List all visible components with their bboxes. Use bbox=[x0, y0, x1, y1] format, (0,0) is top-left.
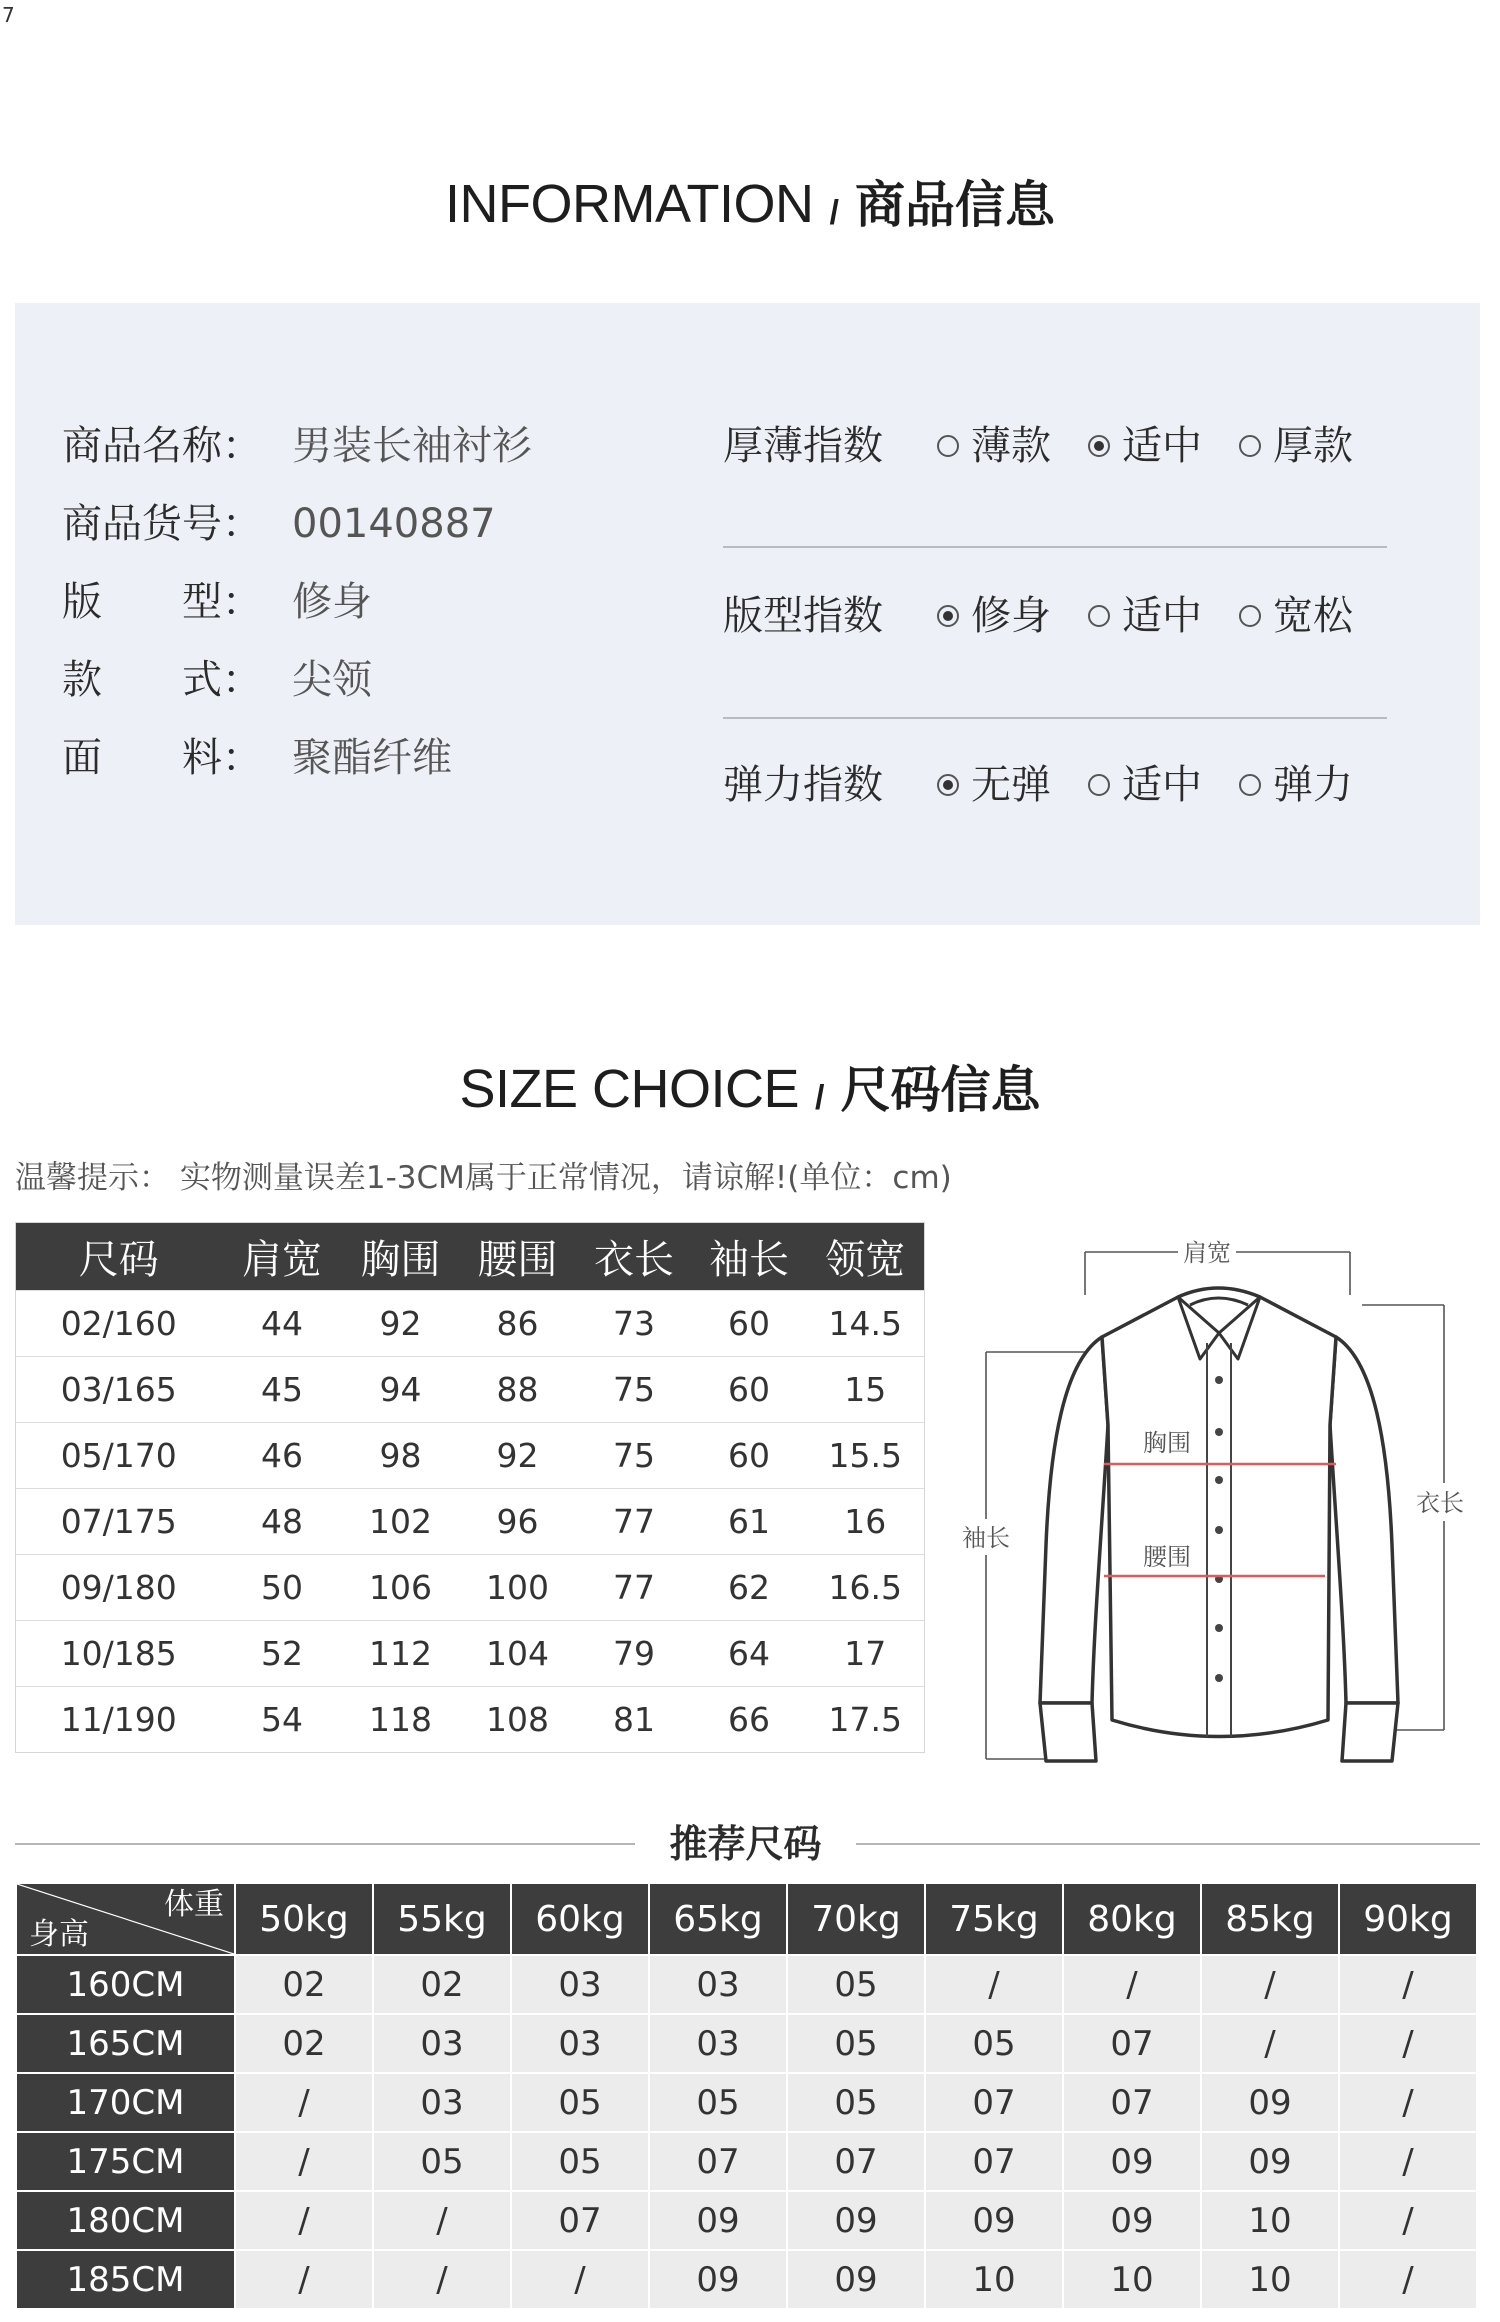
option-thin bbox=[937, 406, 1051, 486]
option-label: 无弹 bbox=[971, 762, 1051, 808]
recommended-size-cell: 10 bbox=[925, 2250, 1063, 2309]
title-separator: / bbox=[815, 1079, 825, 1117]
recommended-size-cell: 09 bbox=[787, 2191, 925, 2250]
size-value-cell: 77 bbox=[577, 1555, 692, 1621]
size-title-en: SIZE CHOICE bbox=[459, 1059, 800, 1119]
recommended-size-cell: 03 bbox=[373, 2014, 511, 2073]
recommended-size-cell: 05 bbox=[373, 2132, 511, 2191]
recommended-size-cell: 05 bbox=[787, 1955, 925, 2014]
recommended-size-cell: 03 bbox=[511, 1955, 649, 2014]
recommended-size-cell: 09 bbox=[649, 2250, 787, 2309]
size-header-cell: 胸围 bbox=[343, 1223, 459, 1291]
recommend-title: 推荐尺码 bbox=[669, 1822, 822, 1866]
sleeve-label: 袖长 bbox=[962, 1524, 1010, 1552]
size-value-cell: 50 bbox=[222, 1555, 343, 1621]
size-value-cell: 45 bbox=[222, 1357, 343, 1423]
recommended-size-cell: 07 bbox=[511, 2191, 649, 2250]
size-value-cell: 17.5 bbox=[807, 1687, 925, 1753]
recommended-size-cell: / bbox=[235, 2132, 373, 2191]
corner-height-label: 身高 bbox=[29, 1917, 89, 1952]
page-number: 7 bbox=[2, 3, 15, 27]
recommended-size-cell: 05 bbox=[649, 2073, 787, 2132]
radio-icon bbox=[937, 774, 959, 796]
information-title bbox=[0, 169, 1500, 239]
recommended-size-cell: / bbox=[511, 2250, 649, 2309]
size-code-cell: 11/190 bbox=[16, 1687, 222, 1753]
length-label: 衣长 bbox=[1416, 1489, 1464, 1517]
radio-icon bbox=[937, 435, 959, 457]
title-separator: / bbox=[829, 194, 839, 232]
option-label: 弹力 bbox=[1273, 762, 1353, 808]
size-value-cell: 108 bbox=[459, 1687, 577, 1753]
chest-label: 胸围 bbox=[1143, 1429, 1191, 1457]
fit-index-row bbox=[723, 576, 1387, 656]
recommend-row bbox=[16, 2132, 1477, 2191]
field-value: 男装长袖衬衫 bbox=[292, 423, 532, 469]
recommend-row bbox=[16, 1955, 1477, 2014]
weight-header-cell: 55kg bbox=[373, 1883, 511, 1955]
option-label: 适中 bbox=[1122, 762, 1202, 808]
option-loose bbox=[1239, 576, 1353, 656]
recommended-size-cell: 09 bbox=[1201, 2132, 1339, 2191]
field-product-name bbox=[62, 407, 532, 485]
recommended-size-cell: / bbox=[925, 1955, 1063, 2014]
size-value-cell: 73 bbox=[577, 1291, 692, 1357]
size-value-cell: 92 bbox=[459, 1423, 577, 1489]
option-label: 薄款 bbox=[971, 423, 1051, 469]
size-code-cell: 02/160 bbox=[16, 1291, 222, 1357]
size-value-cell: 46 bbox=[222, 1423, 343, 1489]
height-cell: 185CM bbox=[16, 2250, 235, 2309]
index-divider bbox=[723, 717, 1387, 719]
option-thick bbox=[1239, 406, 1353, 486]
size-value-cell: 48 bbox=[222, 1489, 343, 1555]
size-value-cell: 62 bbox=[692, 1555, 807, 1621]
field-label: 商品货号： bbox=[62, 501, 262, 547]
option-label: 宽松 bbox=[1273, 593, 1353, 639]
shoulder-label: 肩宽 bbox=[1183, 1239, 1231, 1267]
recommended-size-cell: 05 bbox=[511, 2073, 649, 2132]
size-value-cell: 92 bbox=[343, 1291, 459, 1357]
size-value-cell: 98 bbox=[343, 1423, 459, 1489]
option-label: 修身 bbox=[971, 593, 1051, 639]
size-value-cell: 61 bbox=[692, 1489, 807, 1555]
radio-icon bbox=[937, 605, 959, 627]
field-label: 商品名称： bbox=[62, 423, 262, 469]
size-header-cell: 袖长 bbox=[692, 1223, 807, 1291]
recommended-size-cell: / bbox=[1339, 1955, 1477, 2014]
recommended-size-cell: 02 bbox=[235, 2014, 373, 2073]
height-cell: 180CM bbox=[16, 2191, 235, 2250]
index-options bbox=[937, 745, 1390, 825]
size-code-cell: 03/165 bbox=[16, 1357, 222, 1423]
recommended-size-cell: 03 bbox=[649, 1955, 787, 2014]
product-fields bbox=[62, 407, 532, 797]
option-slim bbox=[937, 576, 1051, 656]
recommended-size-cell: / bbox=[235, 2191, 373, 2250]
size-header-cell: 尺码 bbox=[16, 1223, 222, 1291]
field-label: 面 料： bbox=[62, 735, 262, 781]
weight-header-cell: 90kg bbox=[1339, 1883, 1477, 1955]
size-value-cell: 60 bbox=[692, 1291, 807, 1357]
index-label: 厚薄指数 bbox=[723, 423, 883, 469]
recommend-row bbox=[16, 2250, 1477, 2309]
recommend-title-line-left bbox=[15, 1843, 635, 1845]
index-divider bbox=[723, 546, 1387, 548]
thickness-index-row bbox=[723, 406, 1387, 486]
size-value-cell: 77 bbox=[577, 1489, 692, 1555]
field-value: 00140887 bbox=[292, 501, 496, 547]
recommended-size-cell: 07 bbox=[925, 2132, 1063, 2191]
size-table-row bbox=[16, 1357, 925, 1423]
radio-icon bbox=[1088, 605, 1110, 627]
recommended-size-cell: 09 bbox=[787, 2250, 925, 2309]
size-value-cell: 60 bbox=[692, 1423, 807, 1489]
recommended-size-cell: / bbox=[373, 2250, 511, 2309]
size-value-cell: 16.5 bbox=[807, 1555, 925, 1621]
field-value: 修身 bbox=[292, 579, 372, 625]
size-header-cell: 衣长 bbox=[577, 1223, 692, 1291]
size-table-body bbox=[16, 1291, 925, 1753]
size-value-cell: 88 bbox=[459, 1357, 577, 1423]
field-value: 聚酯纤维 bbox=[292, 735, 452, 781]
weight-header-cell: 50kg bbox=[235, 1883, 373, 1955]
size-table-row bbox=[16, 1555, 925, 1621]
option-stretch bbox=[1239, 745, 1353, 825]
weight-header-cell: 80kg bbox=[1063, 1883, 1201, 1955]
field-value: 尖领 bbox=[292, 657, 372, 703]
size-value-cell: 66 bbox=[692, 1687, 807, 1753]
recommended-size-cell: / bbox=[1063, 1955, 1201, 2014]
corner-cell bbox=[16, 1883, 235, 1955]
radio-icon bbox=[1239, 435, 1261, 457]
recommended-size-cell: 09 bbox=[925, 2191, 1063, 2250]
size-table-row bbox=[16, 1621, 925, 1687]
size-value-cell: 81 bbox=[577, 1687, 692, 1753]
size-table bbox=[15, 1222, 925, 1753]
recommended-size-cell: 05 bbox=[787, 2014, 925, 2073]
recommend-row bbox=[16, 2073, 1477, 2132]
recommended-size-cell: 07 bbox=[649, 2132, 787, 2191]
size-header-cell: 腰围 bbox=[459, 1223, 577, 1291]
option-medium-stretch bbox=[1088, 745, 1202, 825]
recommended-size-cell: 03 bbox=[373, 2073, 511, 2132]
option-label: 厚款 bbox=[1273, 423, 1353, 469]
size-choice-title bbox=[0, 1054, 1500, 1124]
recommended-size-cell: 05 bbox=[787, 2073, 925, 2132]
size-value-cell: 86 bbox=[459, 1291, 577, 1357]
weight-header-cell: 75kg bbox=[925, 1883, 1063, 1955]
field-item-number bbox=[62, 485, 532, 563]
height-cell: 160CM bbox=[16, 1955, 235, 2014]
recommended-size-cell: 07 bbox=[1063, 2073, 1201, 2132]
recommended-size-cell: 10 bbox=[1201, 2250, 1339, 2309]
size-value-cell: 100 bbox=[459, 1555, 577, 1621]
size-value-cell: 118 bbox=[343, 1687, 459, 1753]
size-value-cell: 44 bbox=[222, 1291, 343, 1357]
height-cell: 170CM bbox=[16, 2073, 235, 2132]
size-code-cell: 09/180 bbox=[16, 1555, 222, 1621]
recommend-header-row bbox=[16, 1883, 1477, 1955]
recommended-size-cell: 03 bbox=[511, 2014, 649, 2073]
size-value-cell: 54 bbox=[222, 1687, 343, 1753]
size-code-cell: 05/170 bbox=[16, 1423, 222, 1489]
size-code-cell: 07/175 bbox=[16, 1489, 222, 1555]
size-value-cell: 112 bbox=[343, 1621, 459, 1687]
recommended-size-cell: 03 bbox=[649, 2014, 787, 2073]
size-value-cell: 96 bbox=[459, 1489, 577, 1555]
recommended-size-cell: / bbox=[1339, 2014, 1477, 2073]
product-info-panel bbox=[15, 303, 1480, 925]
recommended-size-cell: 09 bbox=[1201, 2073, 1339, 2132]
radio-icon bbox=[1088, 774, 1110, 796]
recommended-size-cell: / bbox=[1339, 2073, 1477, 2132]
size-value-cell: 60 bbox=[692, 1357, 807, 1423]
height-cell: 165CM bbox=[16, 2014, 235, 2073]
recommend-size-table bbox=[15, 1882, 1478, 2310]
recommended-size-cell: 07 bbox=[787, 2132, 925, 2191]
size-table-header bbox=[16, 1223, 925, 1291]
size-title-cn: 尺码信息 bbox=[840, 1061, 1041, 1119]
radio-icon bbox=[1239, 605, 1261, 627]
size-value-cell: 104 bbox=[459, 1621, 577, 1687]
corner-weight-label: 体重 bbox=[164, 1887, 224, 1922]
recommended-size-cell: / bbox=[235, 2250, 373, 2309]
index-label: 版型指数 bbox=[723, 593, 883, 639]
recommended-size-cell: / bbox=[1339, 2250, 1477, 2309]
elasticity-index-row bbox=[723, 745, 1387, 825]
recommended-size-cell: 09 bbox=[649, 2191, 787, 2250]
size-value-cell: 15 bbox=[807, 1357, 925, 1423]
radio-icon bbox=[1239, 774, 1261, 796]
recommend-table-body bbox=[16, 1955, 1477, 2309]
recommended-size-cell: 05 bbox=[925, 2014, 1063, 2073]
recommended-size-cell: / bbox=[1339, 2132, 1477, 2191]
shirt-outline bbox=[1040, 1288, 1398, 1761]
radio-icon bbox=[1088, 435, 1110, 457]
option-label: 适中 bbox=[1122, 423, 1202, 469]
index-label: 弹力指数 bbox=[723, 762, 883, 808]
size-header-cell: 肩宽 bbox=[222, 1223, 343, 1291]
size-value-cell: 17 bbox=[807, 1621, 925, 1687]
information-title-cn: 商品信息 bbox=[854, 176, 1055, 234]
weight-header-cell: 60kg bbox=[511, 1883, 649, 1955]
recommended-size-cell: / bbox=[373, 2191, 511, 2250]
recommended-size-cell: 07 bbox=[925, 2073, 1063, 2132]
weight-header-cell: 85kg bbox=[1201, 1883, 1339, 1955]
option-medium bbox=[1088, 406, 1202, 486]
recommended-size-cell: 05 bbox=[511, 2132, 649, 2191]
recommend-row bbox=[16, 2014, 1477, 2073]
size-value-cell: 16 bbox=[807, 1489, 925, 1555]
size-value-cell: 14.5 bbox=[807, 1291, 925, 1357]
recommended-size-cell: 07 bbox=[1063, 2014, 1201, 2073]
size-value-cell: 106 bbox=[343, 1555, 459, 1621]
height-cell: 175CM bbox=[16, 2132, 235, 2191]
size-value-cell: 94 bbox=[343, 1357, 459, 1423]
field-style bbox=[62, 641, 532, 719]
size-table-row bbox=[16, 1423, 925, 1489]
size-table-row bbox=[16, 1291, 925, 1357]
recommended-size-cell: / bbox=[1339, 2191, 1477, 2250]
waist-label: 腰围 bbox=[1143, 1543, 1191, 1571]
size-code-cell: 10/185 bbox=[16, 1621, 222, 1687]
size-value-cell: 75 bbox=[577, 1423, 692, 1489]
recommended-size-cell: 10 bbox=[1201, 2191, 1339, 2250]
weight-header-cell: 70kg bbox=[787, 1883, 925, 1955]
size-value-cell: 52 bbox=[222, 1621, 343, 1687]
size-value-cell: 15.5 bbox=[807, 1423, 925, 1489]
recommended-size-cell: 02 bbox=[235, 1955, 373, 2014]
measurement-note: 温馨提示： 实物测量误差1-3CM属于正常情况，请谅解!(单位：cm) bbox=[15, 1160, 952, 1196]
recommend-title-line-right bbox=[856, 1843, 1480, 1845]
option-regular bbox=[1088, 576, 1202, 656]
size-value-cell: 75 bbox=[577, 1357, 692, 1423]
recommended-size-cell: 09 bbox=[1063, 2191, 1201, 2250]
size-table-row bbox=[16, 1489, 925, 1555]
size-value-cell: 64 bbox=[692, 1621, 807, 1687]
weight-header-cell: 65kg bbox=[649, 1883, 787, 1955]
shirt-measurement-diagram bbox=[952, 1225, 1476, 1765]
field-label: 版 型： bbox=[62, 579, 262, 625]
recommended-size-cell: / bbox=[1201, 1955, 1339, 2014]
recommend-row bbox=[16, 2191, 1477, 2250]
recommended-size-cell: / bbox=[1201, 2014, 1339, 2073]
recommended-size-cell: 09 bbox=[1063, 2132, 1201, 2191]
size-header-cell: 领宽 bbox=[807, 1223, 925, 1291]
field-label: 款 式： bbox=[62, 657, 262, 703]
index-options bbox=[937, 406, 1390, 486]
field-fit bbox=[62, 563, 532, 641]
option-no-stretch bbox=[937, 745, 1051, 825]
recommended-size-cell: 10 bbox=[1063, 2250, 1201, 2309]
recommended-size-cell: / bbox=[235, 2073, 373, 2132]
information-title-en: INFORMATION bbox=[445, 174, 814, 234]
field-fabric bbox=[62, 719, 532, 797]
size-table-row bbox=[16, 1687, 925, 1753]
option-label: 适中 bbox=[1122, 593, 1202, 639]
size-value-cell: 102 bbox=[343, 1489, 459, 1555]
index-options bbox=[937, 576, 1390, 656]
recommended-size-cell: 02 bbox=[373, 1955, 511, 2014]
size-value-cell: 79 bbox=[577, 1621, 692, 1687]
